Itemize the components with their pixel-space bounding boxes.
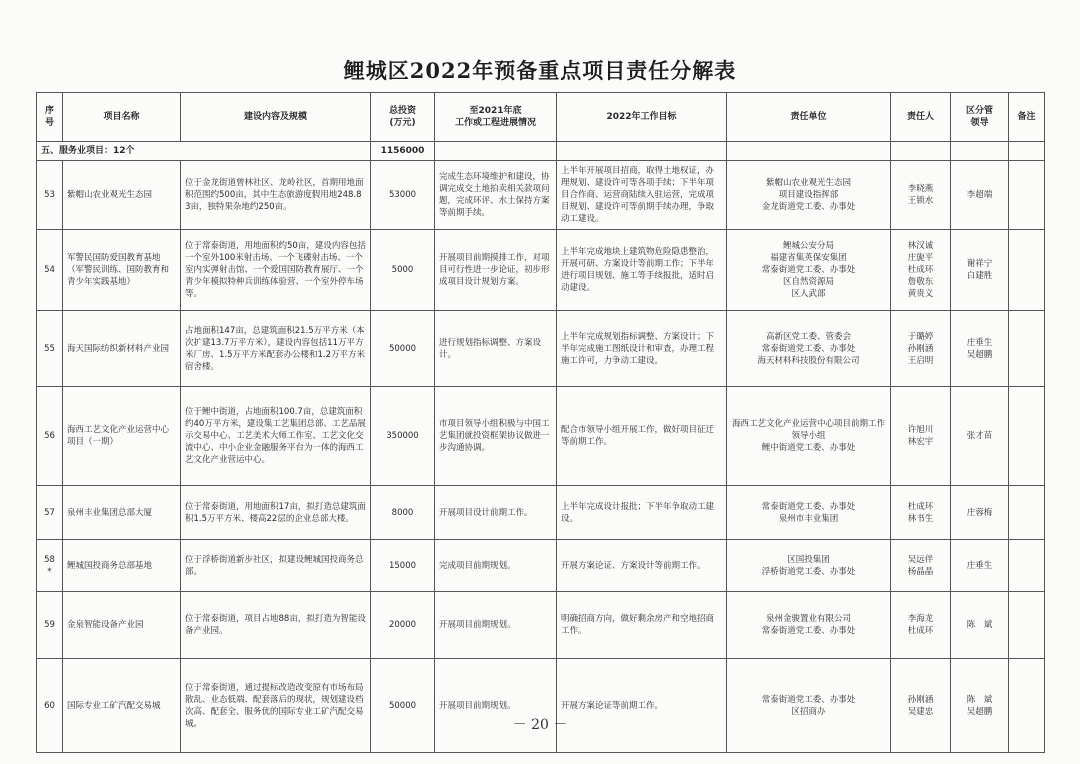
- row-name: 军警民国防爱国教育基地（军警民训练、国防教育和青少年实践基地）: [63, 230, 181, 311]
- header-person: 责任人: [891, 93, 951, 142]
- header-leader: 区分管 领导: [951, 93, 1009, 142]
- row-person: 李晓燕 王锁水: [891, 161, 951, 230]
- header-name: 项目名称: [63, 93, 181, 142]
- row-unit: 区国投集团 浮桥街道党工委、办事处: [727, 540, 891, 592]
- row-leader: 李超端: [951, 161, 1009, 230]
- header-content: 建设内容及规模: [181, 93, 371, 142]
- row-invest: 20000: [371, 592, 435, 659]
- empty-cell: [951, 142, 1009, 161]
- row-content: 位于常泰街道，通过提标改造改变原有市场布局散乱、业态低端、配套落后的现状，规划建设档次高、配套全、服务优的国际专业工矿汽配交易城。: [181, 659, 371, 753]
- row-person: 孙刚涵 吴建忠: [891, 659, 951, 753]
- row-leader: 庄垂生: [951, 540, 1009, 592]
- row-person: 许旭川 林宏宇: [891, 387, 951, 486]
- header-invest: 总投资 (万元): [371, 93, 435, 142]
- row-note: [1009, 387, 1045, 486]
- row-leader: 庄蓉梅: [951, 486, 1009, 540]
- row-name: 海西工艺文化产业运营中心项目（一期）: [63, 387, 181, 486]
- table-row: [37, 540, 1045, 592]
- row-name: 金泉智能设备产业园: [63, 592, 181, 659]
- row-content: 占地面积147亩，总建筑面积21.5万平方米（本次扩建13.7万平方米），建设内容包括11万平方米厂房、1.5万平方米配套办公楼和1.2万平方米宿舍楼。: [181, 311, 371, 387]
- row-invest: 50000: [371, 659, 435, 753]
- row-name: 国际专业工矿汽配交易城: [63, 659, 181, 753]
- row-name: 泉州丰业集团总部大厦: [63, 486, 181, 540]
- row-note: [1009, 592, 1045, 659]
- row-goal: 开展方案论证、方案设计等前期工作。: [557, 540, 727, 592]
- empty-cell: [1009, 142, 1045, 161]
- row-leader: 谢祥宁 白建胜: [951, 230, 1009, 311]
- header-unit: 责任单位: [727, 93, 891, 142]
- row-name: 鲤城国投商务总部基地: [63, 540, 181, 592]
- row-person: 吴远伴 杨晶晶: [891, 540, 951, 592]
- row-goal: 上半年完成规划指标调整、方案设计；下半年完成施工图纸设计和审查，办理工程施工许可，力争动工建设。: [557, 311, 727, 387]
- row-leader: 陈 斌: [951, 592, 1009, 659]
- page-title: 鲤城区2022年预备重点项目责任分解表: [343, 58, 737, 83]
- row-no: 60: [37, 659, 63, 753]
- row-leader: 张才苗: [951, 387, 1009, 486]
- row-progress: 市项目领导小组积极与中国工艺集团就投资框架协议做进一步沟通协调。: [435, 387, 557, 486]
- row-goal: 配合市领导小组开展工作，做好项目征迁等前期工作。: [557, 387, 727, 486]
- row-progress: 完成生态环境维护和建设，协调完成交土地拍卖相关款项问题，完成环评、水土保持方案等前期手续。: [435, 161, 557, 230]
- row-invest: 50000: [371, 311, 435, 387]
- row-content: 位于常泰街道，项目占地88亩，拟打造为智能设备产业园。: [181, 592, 371, 659]
- project-table: [36, 92, 1045, 753]
- row-leader: 陈 斌 吴超鹏: [951, 659, 1009, 753]
- table-row: [37, 161, 1045, 230]
- row-progress: 开展项目前期规划。: [435, 592, 557, 659]
- row-unit: 高新区党工委、管委会 常泰街道党工委、办事处 海天材料科技股份有限公司: [727, 311, 891, 387]
- row-no: 59: [37, 592, 63, 659]
- empty-cell: [435, 142, 557, 161]
- table-row: [37, 486, 1045, 540]
- row-progress: 开展项目前期摸排工作，对项目可行性进一步论证，初步形成项目设计规划方案。: [435, 230, 557, 311]
- row-progress: 进行规划指标调整、方案设计。: [435, 311, 557, 387]
- row-note: [1009, 161, 1045, 230]
- row-invest: 8000: [371, 486, 435, 540]
- row-leader: 庄垂生 吴超鹏: [951, 311, 1009, 387]
- row-content: 位于常泰街道，用地面积约50亩，建设内容包括一个室外100米射击场、一个飞碟射击场、一个室内实弹射击馆、一个爱国国防教育展厅、一个青少年模拟特种兵训练体验营、一个室外停车场等。: [181, 230, 371, 311]
- header-row: [37, 93, 1045, 142]
- row-unit: 常泰街道党工委、办事处 区招商办: [727, 659, 891, 753]
- row-unit: 常泰街道党工委、办事处 泉州市丰业集团: [727, 486, 891, 540]
- row-name: 海天国际纺织新材料产业园: [63, 311, 181, 387]
- row-note: [1009, 659, 1045, 753]
- row-note: [1009, 540, 1045, 592]
- row-no: 54: [37, 230, 63, 311]
- row-no: 58 *: [37, 540, 63, 592]
- row-note: [1009, 230, 1045, 311]
- row-progress: 完成项目前期规划。: [435, 540, 557, 592]
- row-note: [1009, 486, 1045, 540]
- empty-cell: [891, 142, 951, 161]
- row-no: 53: [37, 161, 63, 230]
- row-name: 紫帽山农业观光生态园: [63, 161, 181, 230]
- row-goal: 上半年完成设计报批；下半年争取动工建设。: [557, 486, 727, 540]
- row-progress: 开展项目前期规划。: [435, 659, 557, 753]
- section-row: [37, 142, 1045, 161]
- row-content: 位于浮桥街道新步社区，拟建设鲤城国投商务总部。: [181, 540, 371, 592]
- page-number: － 20 －: [512, 717, 568, 733]
- row-goal: 上半年完成地块上建筑物危险隐患整治，开展可研、方案设计等前期工作；下半年进行项目规划、施工等手续报批，适时启动建设。: [557, 230, 727, 311]
- table-row: [37, 230, 1045, 311]
- header-no: 序号: [37, 93, 63, 142]
- table-row: [37, 311, 1045, 387]
- row-no: 56: [37, 387, 63, 486]
- row-content: 位于金龙街道曾林社区、龙岭社区，首期用地面积范围约500亩，其中生态旅游度假用地248.83亩，独特果杂地约250亩。: [181, 161, 371, 230]
- row-goal: 上半年开展项目招商，取得土地权证，办理规划、建设许可等各项手续；下半年项目合作商、运营商陆续入驻运营，完成项目规划、建设许可等前期手续办理，争取动工建设。: [557, 161, 727, 230]
- header-goal: 2022年工作目标: [557, 93, 727, 142]
- row-invest: 5000: [371, 230, 435, 311]
- row-person: 李海龙 杜成环: [891, 592, 951, 659]
- header-progress: 至2021年底 工作或工程进展情况: [435, 93, 557, 142]
- empty-cell: [557, 142, 727, 161]
- header-note: 备注: [1009, 93, 1045, 142]
- table-row: [37, 659, 1045, 753]
- section-label: 五、服务业项目：12个: [37, 142, 371, 161]
- row-progress: 开展项目设计前期工作。: [435, 486, 557, 540]
- row-person: 林汉诚 庄旎平 杜成环 詹敬东 黄贵义: [891, 230, 951, 311]
- table-row: [37, 592, 1045, 659]
- row-person: 杜成环 林书生: [891, 486, 951, 540]
- table-row: [37, 387, 1045, 486]
- row-goal: 明确招商方向，做好剩余房产和空地招商工作。: [557, 592, 727, 659]
- row-no: 55: [37, 311, 63, 387]
- row-invest: 15000: [371, 540, 435, 592]
- row-content: 位于常泰街道，用地面积17亩，拟打造总建筑面积1.5万平方米、楼高22层的企业总部大楼。: [181, 486, 371, 540]
- row-goal: 开展方案论证等前期工作。: [557, 659, 727, 753]
- row-no: 57: [37, 486, 63, 540]
- row-invest: 350000: [371, 387, 435, 486]
- section-invest: 1156000: [371, 142, 435, 161]
- row-unit: 鲤城公安分局 福建省集英保安集团 常泰街道党工委、办事处 区自然资源局 区人武部: [727, 230, 891, 311]
- empty-cell: [727, 142, 891, 161]
- row-content: 位于鲤中街道，占地面积100.7亩，总建筑面积约40万平方米，建设集工艺集团总部、工艺品展示交易中心、工艺美术大师工作室、工艺文化交流中心、中小企业金融服务平台为一体的海西工艺文化产业营运中心。: [181, 387, 371, 486]
- row-invest: 53000: [371, 161, 435, 230]
- row-person: 于璐婷 孙刚涵 王启明: [891, 311, 951, 387]
- row-unit: 泉州金骏置业有限公司 常泰街道党工委、办事处: [727, 592, 891, 659]
- row-unit: 紫帽山农业观光生态园 项目建设指挥部 金龙街道党工委、办事处: [727, 161, 891, 230]
- row-unit: 海西工艺文化产业运营中心项目前期工作领导小组 鲤中街道党工委、办事处: [727, 387, 891, 486]
- row-note: [1009, 311, 1045, 387]
